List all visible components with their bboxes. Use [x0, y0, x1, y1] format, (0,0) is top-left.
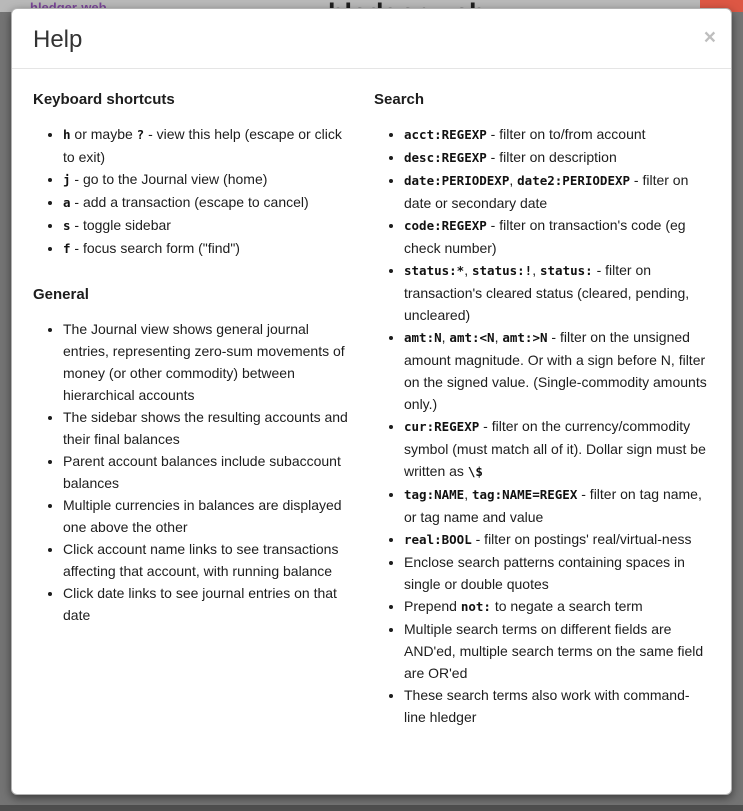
code-token: status: — [540, 263, 593, 278]
help-list-item: • amt:N, amt:<N, amt:>N - filter on the unsigned amount magnitude. Or with a sign before N, filter on the signed value. (Single-commodity amounts only.) — [404, 326, 711, 415]
help-list-item: • status:*, status:!, status: - filter on transaction's cleared status (cleared, pending, uncleared) — [404, 259, 711, 326]
background-footer-strip — [0, 805, 743, 811]
code-token: cur:REGEXP — [404, 419, 480, 434]
help-list-item: • a - add a transaction (escape to cancel) — [63, 191, 352, 214]
code-token: \$ — [467, 464, 483, 479]
code-token: acct:REGEXP — [404, 127, 487, 142]
code-token: date2:PERIODEXP — [517, 173, 631, 188]
help-list-item: • real:BOOL - filter on postings' real/virtual-ness — [404, 528, 711, 551]
help-list-item: • Click account name links to see transactions affecting that account, with running balance — [63, 538, 352, 582]
help-left-column — [33, 83, 372, 784]
help-list-item: • j - go to the Journal view (home) — [63, 168, 352, 191]
code-token: f — [63, 241, 71, 256]
code-token: j — [63, 172, 71, 187]
help-list — [33, 318, 352, 626]
code-token: real:BOOL — [404, 532, 472, 547]
help-list-item: • Multiple search terms on different fields are AND'ed, multiple search terms on the same field are OR'ed — [404, 618, 711, 684]
code-token: status:* — [404, 263, 465, 278]
code-token: tag:NAME=REGEX — [472, 487, 578, 502]
code-token: status:! — [472, 263, 533, 278]
help-list-item: • s - toggle sidebar — [63, 214, 352, 237]
help-list-item: • code:REGEXP - filter on transaction's code (eg check number) — [404, 214, 711, 259]
help-right-column — [372, 83, 711, 784]
close-icon[interactable]: × — [703, 26, 716, 49]
help-list-item: • Multiple currencies in balances are displayed one above the other — [63, 494, 352, 538]
code-token: amt:<N — [449, 330, 495, 345]
help-list-item: • Prepend not: to negate a search term — [404, 595, 711, 618]
help-list-item: • acct:REGEXP - filter on to/from account — [404, 123, 711, 146]
help-list-item: • date:PERIODEXP, date2:PERIODEXP - filter on date or secondary date — [404, 169, 711, 214]
help-list-item: • tag:NAME, tag:NAME=REGEX - filter on tag name, or tag name and value — [404, 483, 711, 528]
code-token: s — [63, 218, 71, 233]
section-heading: Keyboard shortcuts — [33, 91, 175, 108]
help-list-item: • Enclose search patterns containing spaces in single or double quotes — [404, 551, 711, 595]
modal-header — [12, 9, 731, 69]
help-list-item: • cur:REGEXP - filter on the currency/commodity symbol (must match all of it). Dollar sign must be written as \$ — [404, 415, 711, 483]
code-token: not: — [460, 599, 491, 614]
code-token: h — [63, 127, 71, 142]
code-token: date:PERIODEXP — [404, 173, 510, 188]
help-list — [374, 123, 711, 728]
help-list-item: • Click date links to see journal entries on that date — [63, 582, 352, 626]
section-heading: Search — [374, 91, 425, 108]
help-list — [33, 123, 352, 260]
code-token: amt:>N — [502, 330, 548, 345]
help-list-item: • The sidebar shows the resulting accounts and their final balances — [63, 406, 352, 450]
modal-body — [12, 69, 731, 794]
help-modal — [11, 8, 732, 795]
help-list-item: • The Journal view shows general journal entries, representing zero-sum movements of money (or other commodity) between hierarchical accounts — [63, 318, 352, 406]
section-heading: General — [33, 286, 89, 303]
code-token: tag:NAME — [404, 487, 465, 502]
code-token: a — [63, 195, 71, 210]
help-list-item: • Parent account balances include subaccount balances — [63, 450, 352, 494]
code-token: desc:REGEXP — [404, 150, 487, 165]
help-list-item: • These search terms also work with command-line hledger — [404, 684, 711, 728]
modal-title: Help — [33, 26, 83, 53]
help-list-item: • h or maybe ? - view this help (escape or click to exit) — [63, 123, 352, 168]
code-token: ? — [136, 127, 145, 142]
help-list-item: • f - focus search form ("find") — [63, 237, 352, 260]
code-token: amt:N — [404, 330, 442, 345]
code-token: code:REGEXP — [404, 218, 487, 233]
help-list-item: • desc:REGEXP - filter on description — [404, 146, 711, 169]
